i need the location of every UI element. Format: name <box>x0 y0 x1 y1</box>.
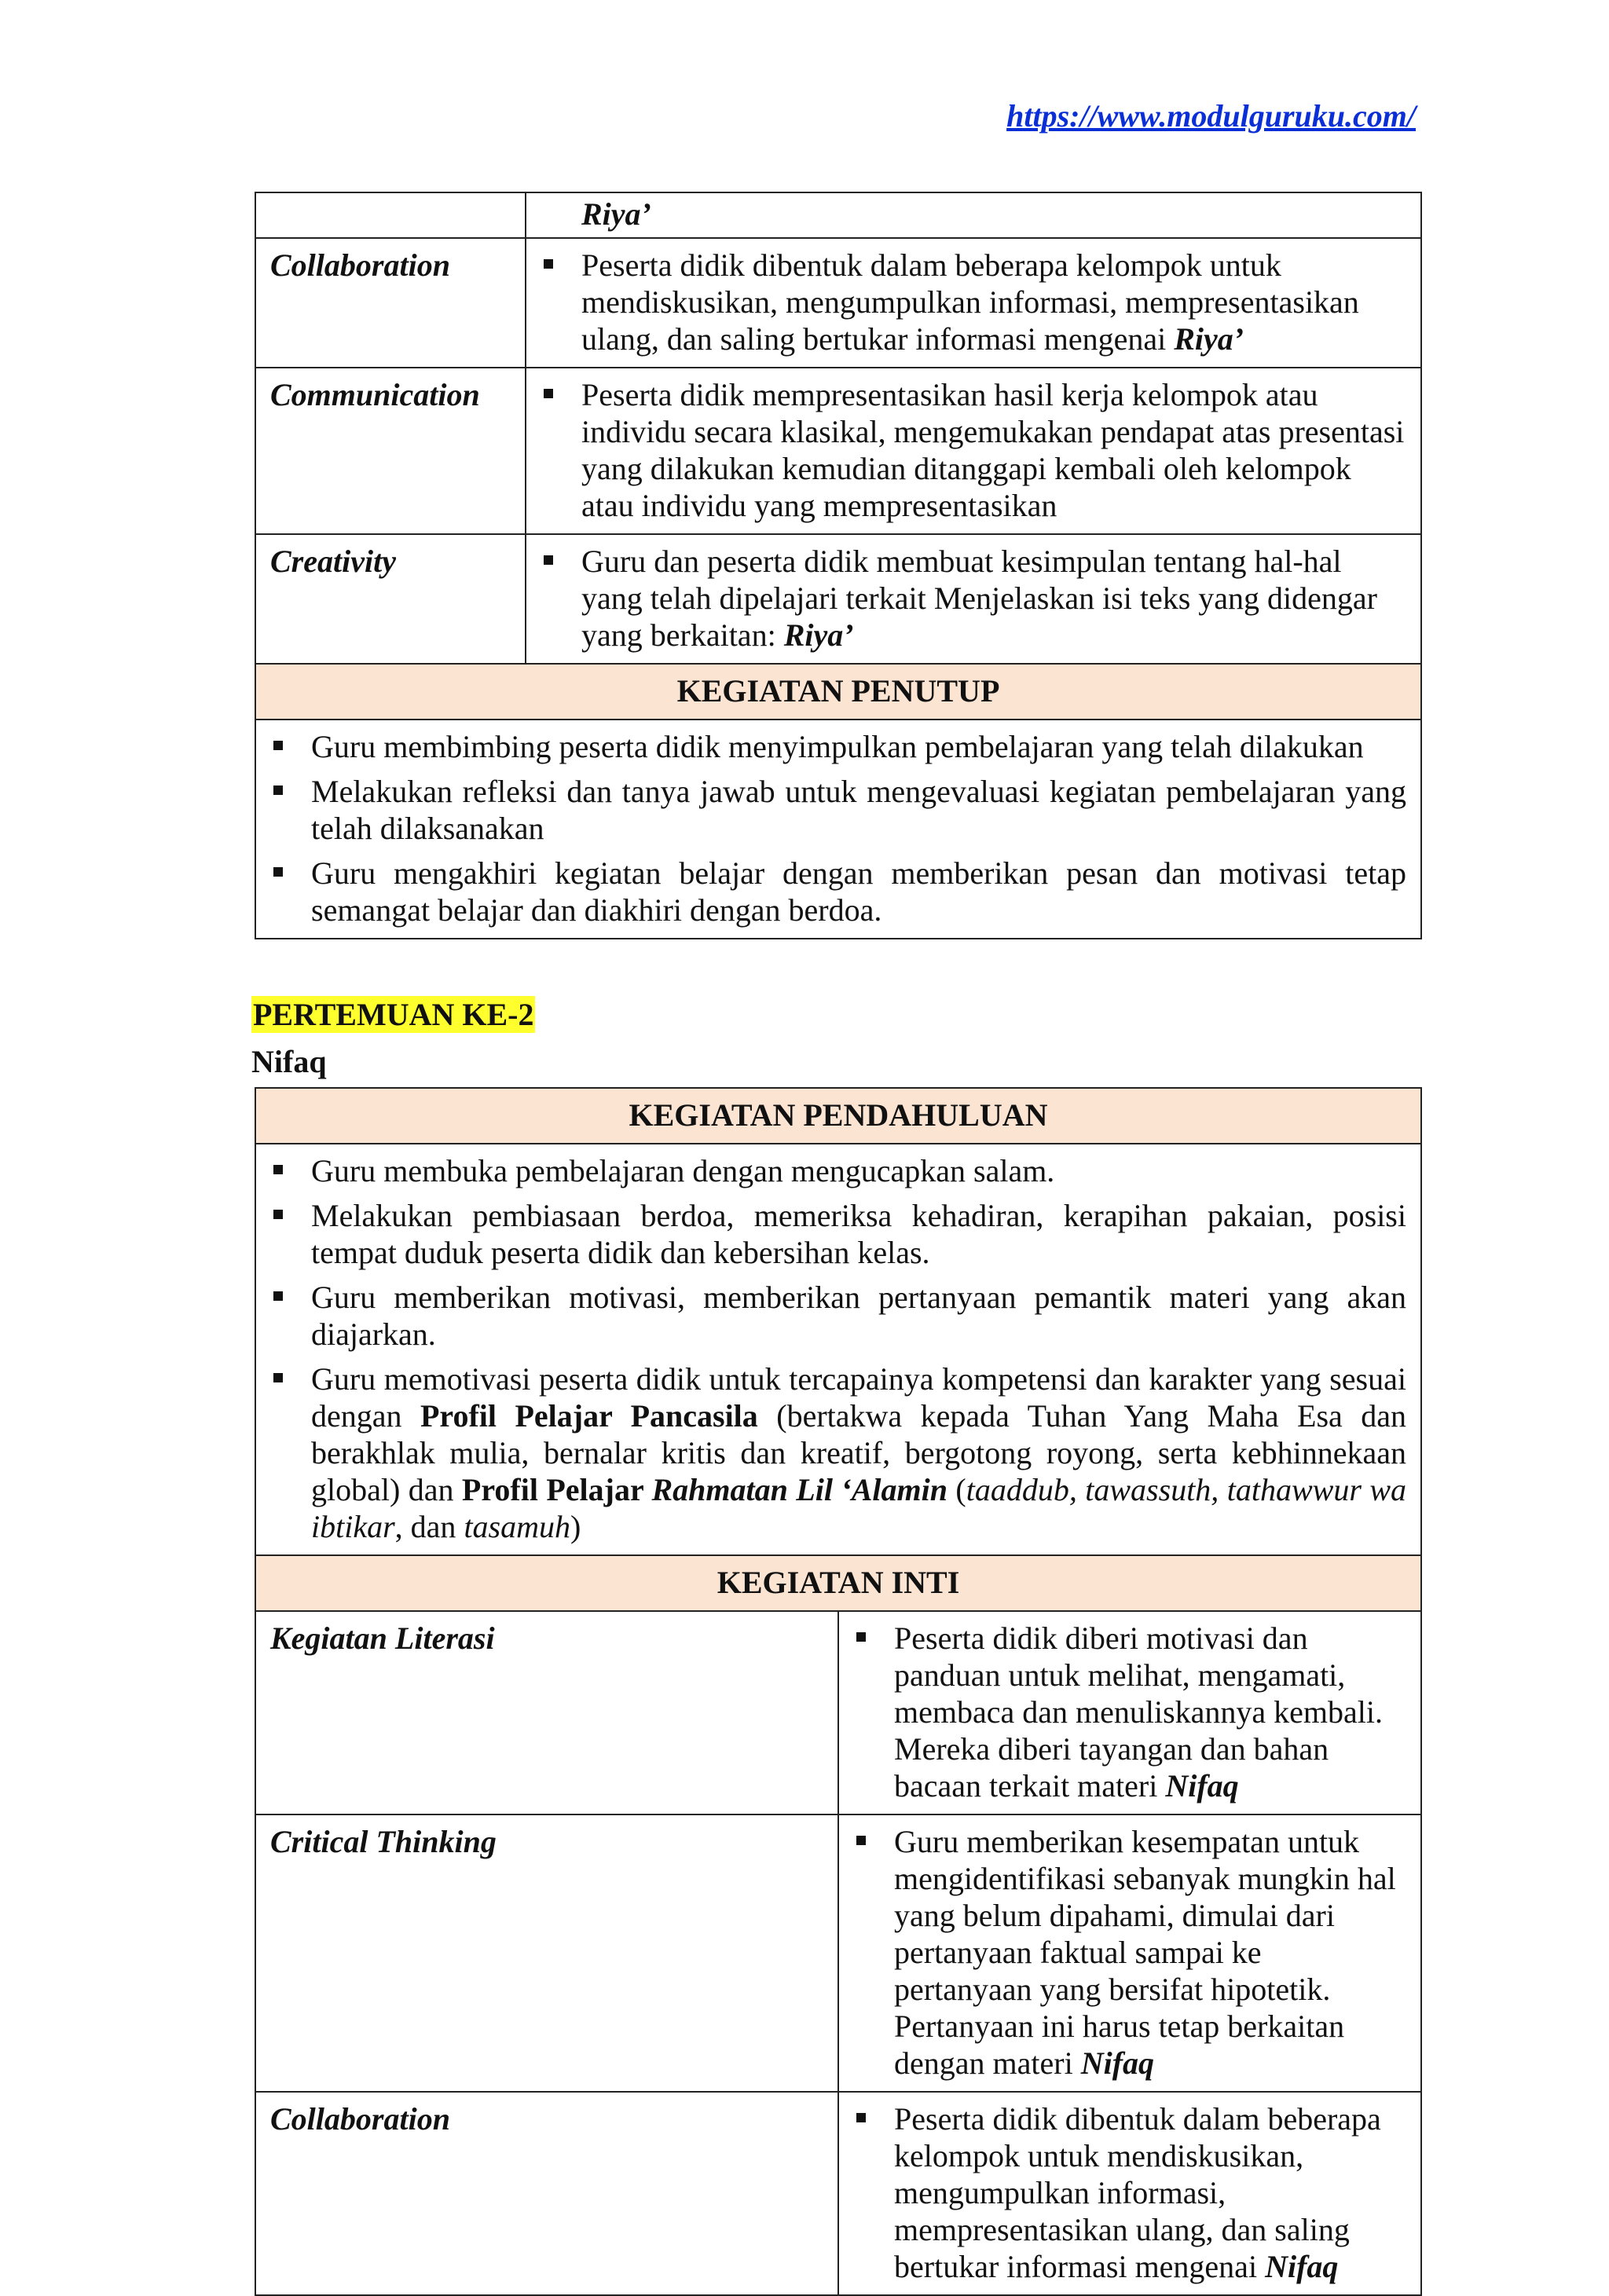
list-item: Peserta didik dibentuk dalam beberapa kelompok untuk mendiskusikan, mengumpulkan informasi, mempresentasikan ulang, dan saling bertukar informasi mengenai Nifaq <box>853 2100 1406 2285</box>
row-content-communication <box>526 368 1421 534</box>
list-item: Melakukan refleksi dan tanya jawab untuk mengevaluasi kegiatan pembelajaran yang telah dilaksanakan <box>270 773 1406 847</box>
row-content-collaboration <box>526 238 1421 368</box>
table-row <box>255 1555 1421 1611</box>
row-content-collaboration-2 <box>838 2092 1421 2295</box>
row-content-critical-thinking <box>838 1814 1421 2092</box>
table-row <box>255 534 1421 664</box>
row-label-creativity: Creativity <box>255 534 526 664</box>
list-item: Guru membuka pembelajaran dengan mengucapkan salam. <box>270 1152 1406 1189</box>
row-label-collaboration-2: Collaboration <box>255 2092 838 2295</box>
website-link[interactable]: https://www.modulguruku.com/ <box>1006 98 1416 134</box>
table-row <box>255 664 1421 720</box>
row-content-creativity <box>526 534 1421 664</box>
table-row <box>255 2092 1421 2295</box>
carry-over-text: Riya’ <box>581 196 651 232</box>
pendahuluan-content <box>255 1144 1421 1555</box>
section-header-penutup: KEGIATAN PENUTUP <box>255 664 1421 720</box>
row-label-literasi: Kegiatan Literasi <box>255 1611 838 1814</box>
table-row <box>255 1088 1421 1144</box>
section-header-inti: KEGIATAN INTI <box>255 1555 1421 1611</box>
list-item: Guru memberikan motivasi, memberikan pertanyaan pemantik materi yang akan diajarkan. <box>270 1279 1406 1353</box>
list-item: Melakukan pembiasaan berdoa, memeriksa kehadiran, kerapihan pakaian, posisi tempat duduk peserta didik dan kebersihan kelas. <box>270 1197 1406 1271</box>
row-label-collaboration: Collaboration <box>255 238 526 368</box>
activity-table-2 <box>255 1087 1422 2296</box>
section-header-pendahuluan: KEGIATAN PENDAHULUAN <box>255 1088 1421 1144</box>
table-row <box>255 1144 1421 1555</box>
table-row <box>255 1814 1421 2092</box>
penutup-content <box>255 720 1421 939</box>
topic-title: Nifaq <box>251 1044 327 1079</box>
section-title-pertemuan: PERTEMUAN KE-2 <box>253 997 534 1032</box>
table-row <box>255 192 1421 238</box>
list-item: Guru membimbing peserta didik menyimpulkan pembelajaran yang telah dilakukan <box>270 728 1406 765</box>
list-item: Guru dan peserta didik membuat kesimpulan tentang hal-hal yang telah dipelajari terkait Menjelaskan isi teks yang didengar yang berkaitan: Riya’ <box>541 543 1406 654</box>
list-item: Guru memotivasi peserta didik untuk tercapainya kompetensi dan karakter yang sesuai dengan Profil Pelajar Pancasila (bertakwa kepada Tuhan Yang Maha Esa dan berakhlak mulia, bernalar kritis dan kreatif, bergotong royong, serta kebhinnekaan global) dan Profil Pelajar Rahmatan Lil ‘Alamin (taaddub, tawassuth, tathawwur wa ibtikar, dan tasamuh) <box>270 1360 1406 1545</box>
table-row <box>255 238 1421 368</box>
table-row <box>255 368 1421 534</box>
table-row <box>255 720 1421 939</box>
row-label-communication: Communication <box>255 368 526 534</box>
list-item: Guru mengakhiri kegiatan belajar dengan memberikan pesan dan motivasi tetap semangat belajar dan diakhiri dengan berdoa. <box>270 855 1406 928</box>
list-item: Peserta didik dibentuk dalam beberapa kelompok untuk mendiskusikan, mengumpulkan informasi, mempresentasikan ulang, dan saling bertukar informasi mengenai Riya’ <box>541 247 1406 357</box>
activity-table-1 <box>255 192 1422 939</box>
list-item: Guru memberikan kesempatan untuk mengidentifikasi sebanyak mungkin hal yang belum dipahami, dimulai dari pertanyaan faktual sampai ke pertanyaan yang bersifat hipotetik. Pertanyaan ini harus tetap berkaitan dengan materi Nifaq <box>853 1823 1406 2082</box>
list-item: Peserta didik mempresentasikan hasil kerja kelompok atau individu secara klasikal, mengemukakan pendapat atas presentasi yang dilakukan kemudian ditanggapi kembali oleh kelompok atau individu yang mempresentasikan <box>541 376 1406 524</box>
carry-over-cell <box>526 192 1421 238</box>
empty-label-cell <box>255 192 526 238</box>
table-row <box>255 1611 1421 1814</box>
row-label-critical-thinking: Critical Thinking <box>255 1814 838 2092</box>
list-item: Peserta didik diberi motivasi dan panduan untuk melihat, mengamati, membaca dan menuliskannya kembali. Mereka diberi tayangan dan bahan bacaan terkait materi Nifaq <box>853 1620 1406 1804</box>
row-content-literasi <box>838 1611 1421 1814</box>
